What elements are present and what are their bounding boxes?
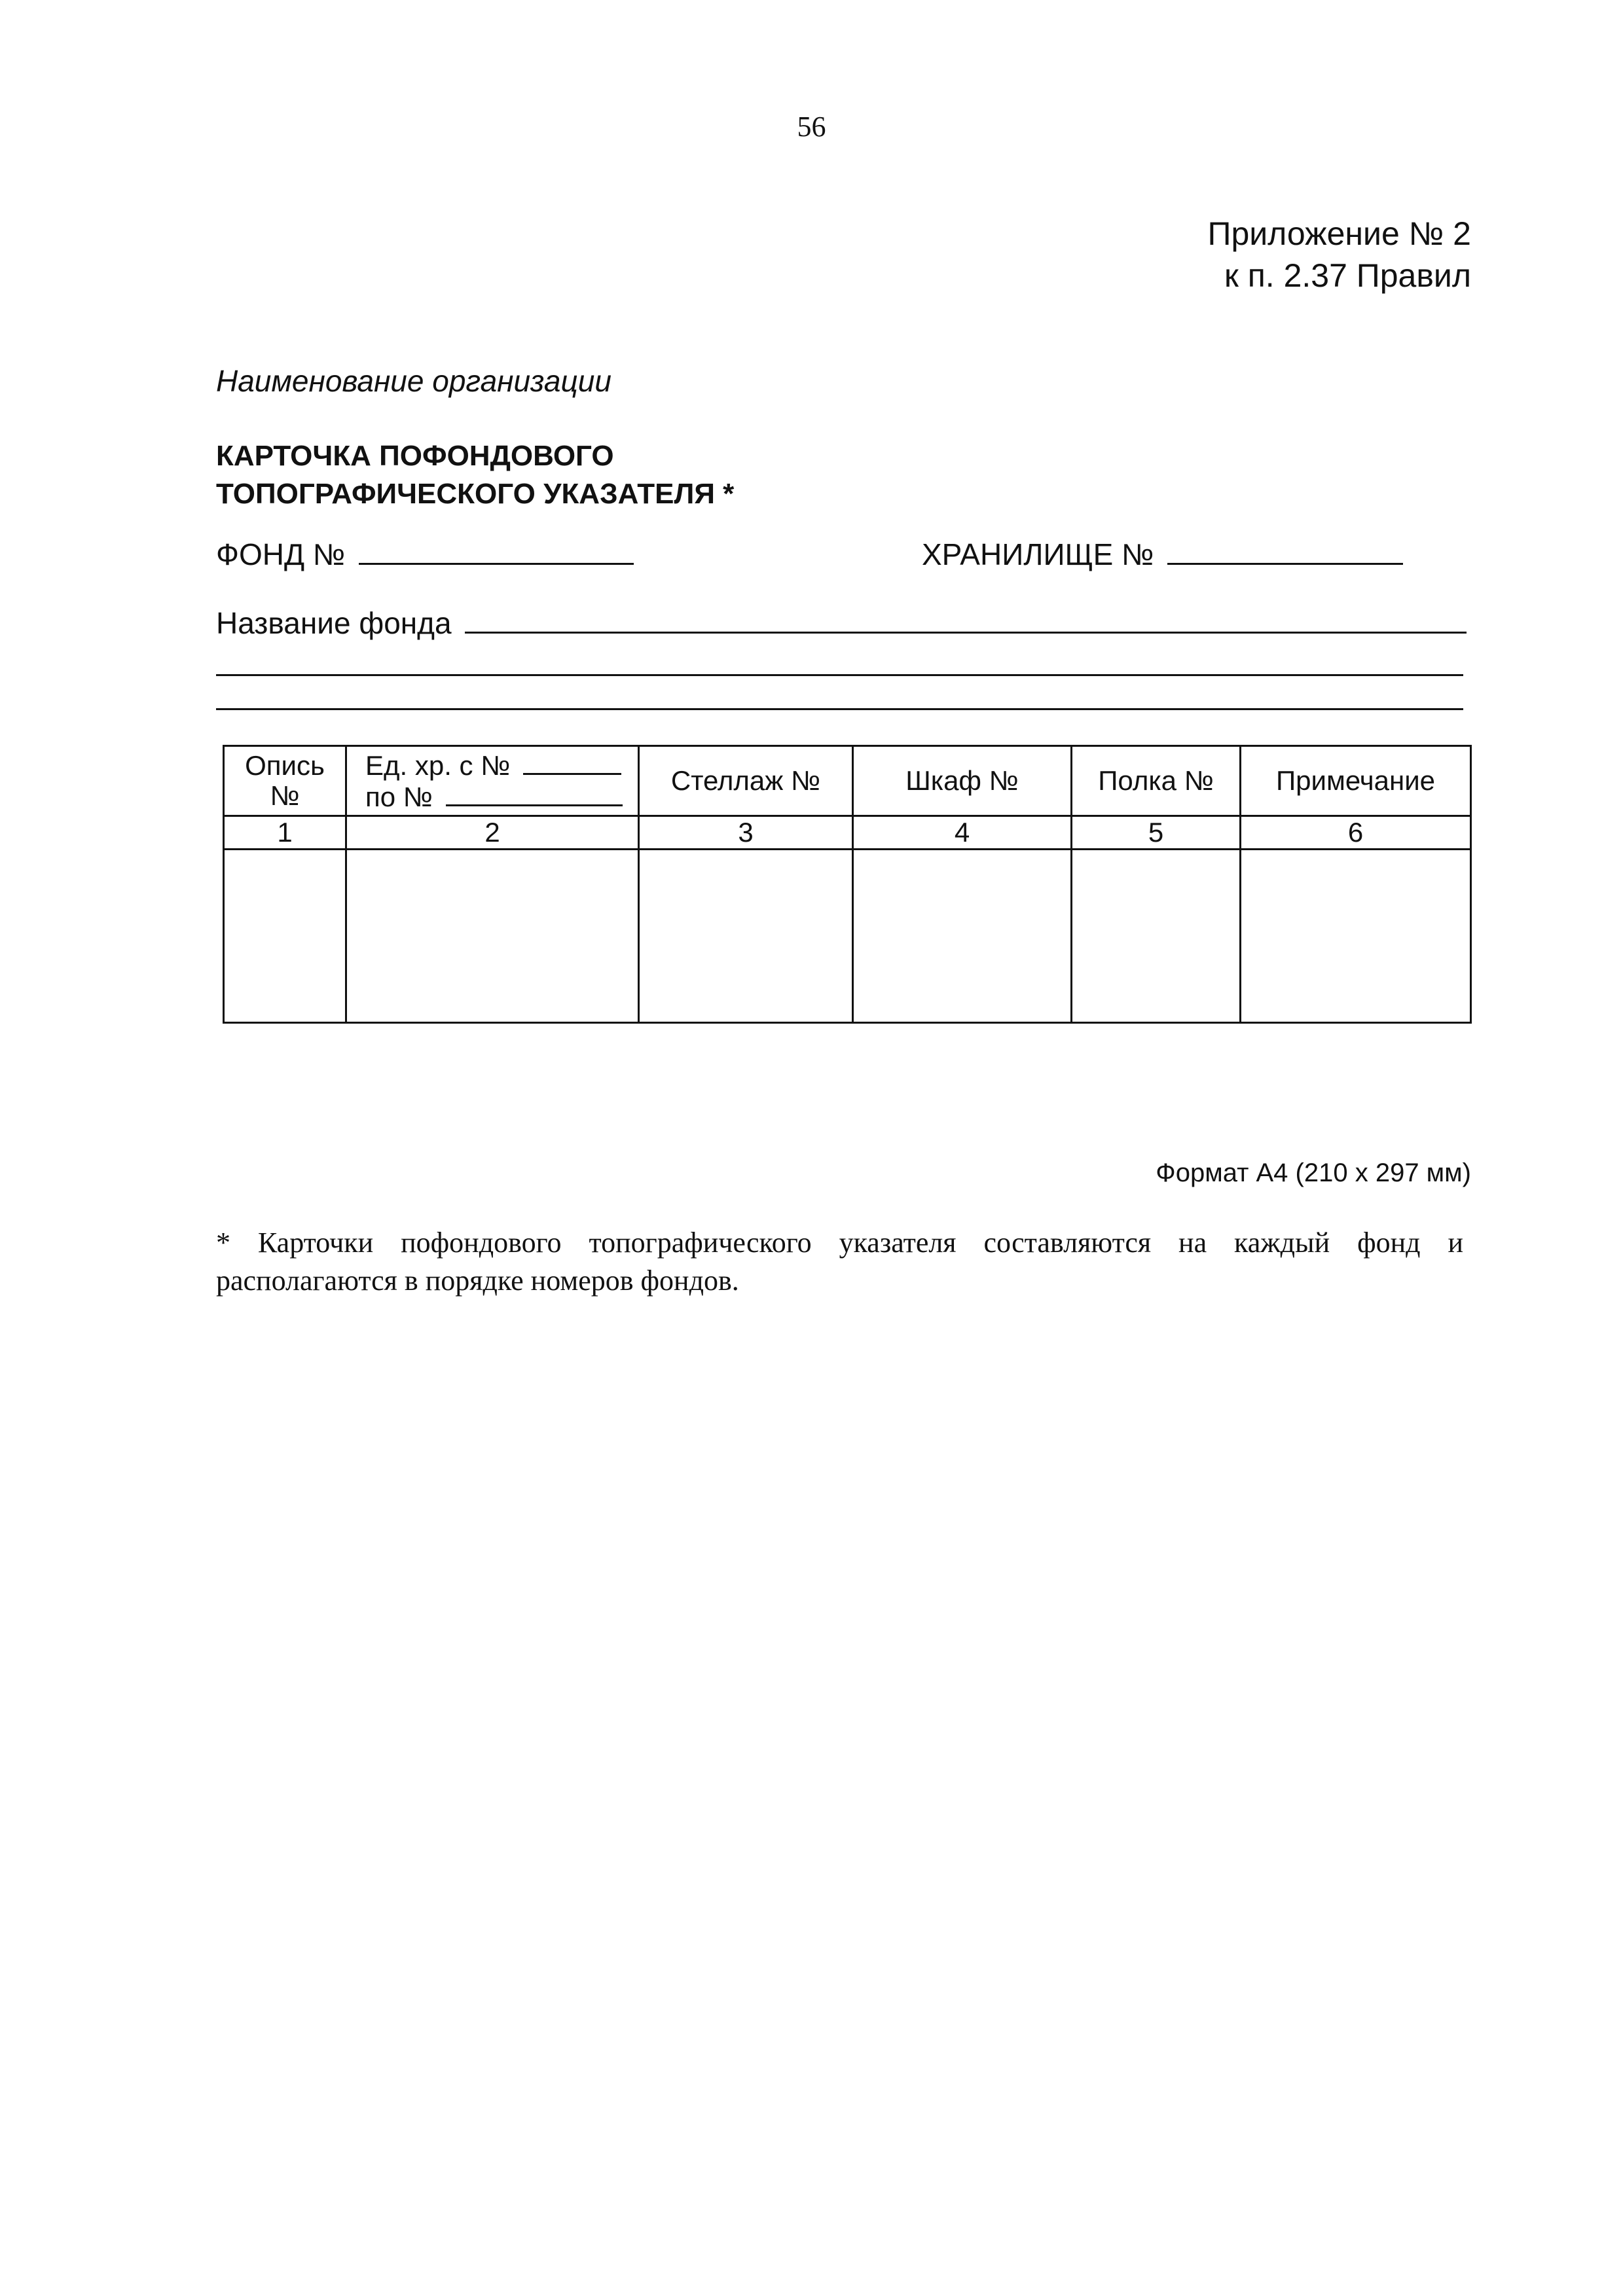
cabinet-cell[interactable] (853, 850, 1072, 1023)
appendix-line-2: к п. 2.37 Правил (1224, 257, 1471, 294)
header-shelf: Полка № (1072, 746, 1241, 816)
page-number: 56 (797, 111, 826, 143)
footnote: * Карточки пофондового топографического указателя составляются на каждый фонд и располагаются в порядке номеров фондов. (216, 1227, 1463, 1297)
header-units-to-label: по № (365, 781, 433, 812)
table-row (224, 850, 1471, 1023)
header-units-from-label: Ед. хр. с № (365, 750, 511, 781)
column-number-row (224, 816, 1471, 850)
header-units-line-1 (365, 749, 638, 781)
fund-name-label: Название фонда (216, 606, 452, 640)
column-number: 5 (1072, 816, 1241, 850)
header-cabinet: Шкаф № (853, 746, 1072, 816)
units-from-blank[interactable] (523, 749, 621, 775)
header-rack: Стеллаж № (639, 746, 853, 816)
rack-cell[interactable] (639, 850, 853, 1023)
topographic-index-table (223, 745, 1472, 1024)
header-units-line-2 (365, 781, 638, 812)
fund-name-blank[interactable] (465, 605, 1467, 634)
table-header-row (224, 746, 1471, 816)
column-number: 2 (346, 816, 639, 850)
shelf-cell[interactable] (1072, 850, 1241, 1023)
card-title-line-2: ТОПОГРАФИЧЕСКОГО УКАЗАТЕЛЯ * (216, 478, 735, 510)
storage-units-cell[interactable] (346, 850, 639, 1023)
column-number: 6 (1241, 816, 1471, 850)
storage-number-label: ХРАНИЛИЩЕ № (922, 537, 1154, 571)
storage-number-blank[interactable] (1167, 537, 1403, 565)
header-inventory-line-1: Опись (245, 750, 325, 781)
fund-number-label: ФОНД № (216, 537, 346, 571)
format-note: Формат А4 (210 х 297 мм) (1156, 1158, 1471, 1187)
card-title (216, 437, 734, 513)
organization-label: Наименование организации (216, 364, 611, 398)
inventory-cell[interactable] (224, 850, 346, 1023)
fund-number-field (216, 537, 634, 572)
column-number: 1 (224, 816, 346, 850)
fund-name-blank-line-2[interactable] (216, 674, 1463, 676)
appendix-line-1: Приложение № 2 (1207, 215, 1471, 252)
column-number: 4 (853, 816, 1072, 850)
fund-name-blank-line-3[interactable] (216, 708, 1463, 710)
units-to-blank[interactable] (446, 781, 623, 806)
header-inventory-line-2: № (270, 780, 300, 811)
card-title-line-1: КАРТОЧКА ПОФОНДОВОГО (216, 440, 614, 472)
fund-name-field (216, 605, 1467, 641)
header-storage-units (346, 746, 639, 816)
fund-number-blank[interactable] (359, 537, 634, 565)
column-number: 3 (639, 816, 853, 850)
storage-number-field (922, 537, 1403, 572)
header-inventory (224, 746, 346, 816)
appendix-reference (1208, 213, 1472, 296)
note-cell[interactable] (1241, 850, 1471, 1023)
header-note: Примечание (1241, 746, 1471, 816)
